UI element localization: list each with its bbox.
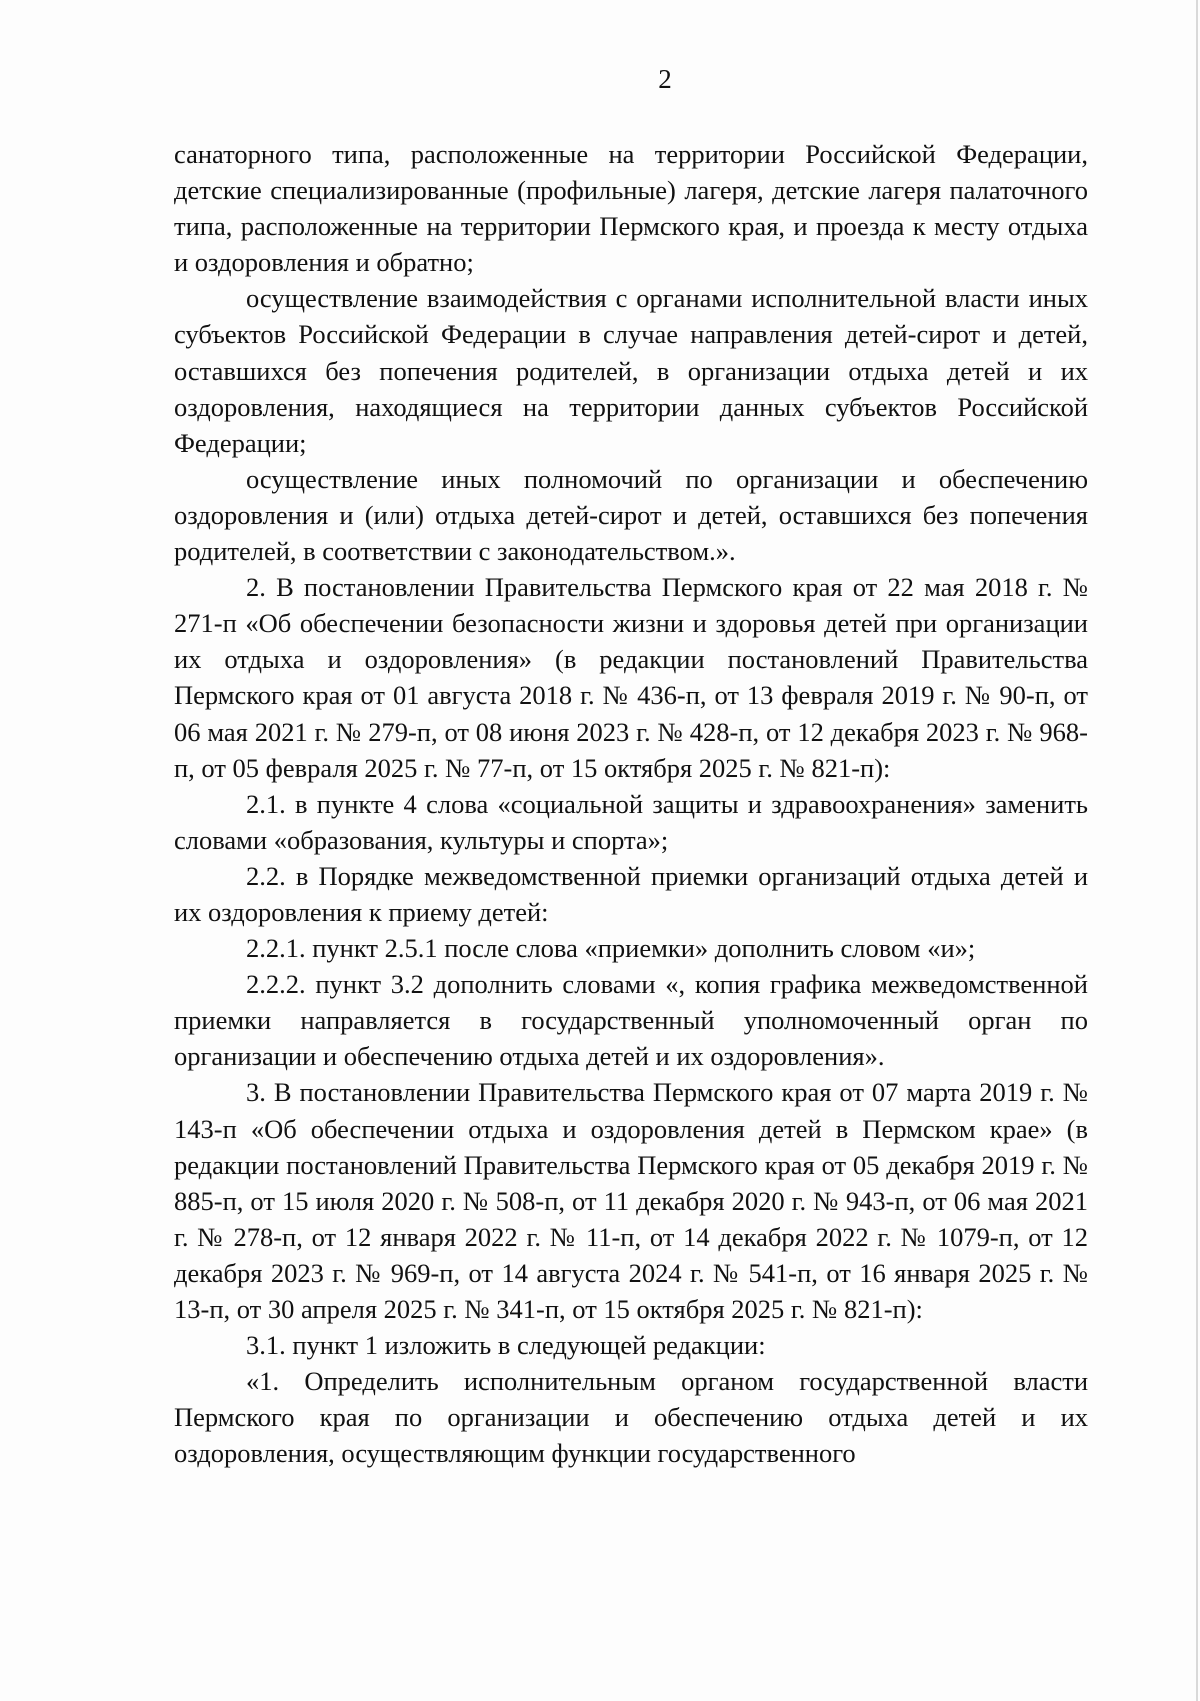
paragraph: осуществление взаимодействия с органами исполнительной власти иных субъектов Российской Федерации в случае направления детей-сирот и детей, оставшихся без попечения родителей, в организации отдыха детей и их оздоровления, находящиеся на территории данных субъектов Российской Федерации; (174, 283, 1088, 458)
paragraph-item-2-2: 2.2. в Порядке межведомственной приемки организаций отдыха детей и их оздоровления к приему детей: (174, 860, 1088, 927)
paragraph-item-3: 3. В постановлении Правительства Пермского края от 07 марта 2019 г. № 143-п «Об обеспечении отдыха и оздоровления детей в Пермском крае» (в редакции постановлений Правительства Пермского края от 05 декабря 2019 г. № 885-п, от 15 июля 2020 г. № 508-п, от 11 декабря 2020 г. № 943-п, от 06 мая 2021 г. № 278-п, от 12 января 2022 г. № 11-п, от 14 декабря 2022 г. № 1079-п, от 12 декабря 2023 г. № 969-п, от 14 августа 2024 г. № 541-п, от 16 января 2025 г. № 13-п, от 30 апреля 2025 г. № 341-п, от 15 октября 2025 г. № 821-п): (174, 1077, 1088, 1324)
document-body (174, 136, 1088, 1471)
paragraph-item-2: 2. В постановлении Правительства Пермского края от 22 мая 2018 г. № 271-п «Об обеспечении безопасности жизни и здоровья детей при организации их отдыха и оздоровления» (в редакции постановлений Правительства Пермского края от 01 августа 2018 г. № 436-п, от 13 февраля 2019 г. № 90-п, от 06 мая 2021 г. № 279-п, от 08 июня 2023 г. № 428-п, от 12 декабря 2023 г. № 968-п, от 05 февраля 2025 г. № 77-п, от 15 октября 2025 г. № 821-п): (174, 572, 1088, 783)
paragraph: осуществление иных полномочий по организации и обеспечению оздоровления и (или) отдыха детей-сирот и детей, оставшихся без попечения родителей, в соответствии с законодательством.». (174, 463, 1088, 567)
paragraph-quoted-item-1: «1. Определить исполнительным органом государственной власти Пермского края по организации и обеспечению отдыха детей и их оздоровления, осуществляющим функции государственного (174, 1366, 1088, 1469)
paragraph-item-2-2-1: 2.2.1. пункт 2.5.1 после слова «приемки» дополнить словом «и»; (246, 933, 976, 964)
page-number: 2 (658, 64, 672, 94)
paragraph-item-3-1: 3.1. пункт 1 изложить в следующей редакции: (246, 1330, 766, 1361)
paragraph-continuation: санаторного типа, расположенные на территории Российской Федерации, детские специализированные (профильные) лагеря, детские лагеря палаточного типа, расположенные на территории Пермского края, и проезда к месту отдыха и оздоровления и обратно; (174, 139, 1088, 278)
paragraph-item-2-2-2: 2.2.2. пункт 3.2 дополнить словами «, копия графика межведомственной приемки направляется в государственный уполномоченный орган по организации и обеспечению отдыха детей и их оздоровления». (174, 969, 1088, 1072)
paragraph-item-2-1: 2.1. в пункте 4 слова «социальной защиты и здравоохранения» заменить словами «образования, культуры и спорта»; (174, 788, 1088, 855)
scan-edge-line (1196, 0, 1198, 1701)
